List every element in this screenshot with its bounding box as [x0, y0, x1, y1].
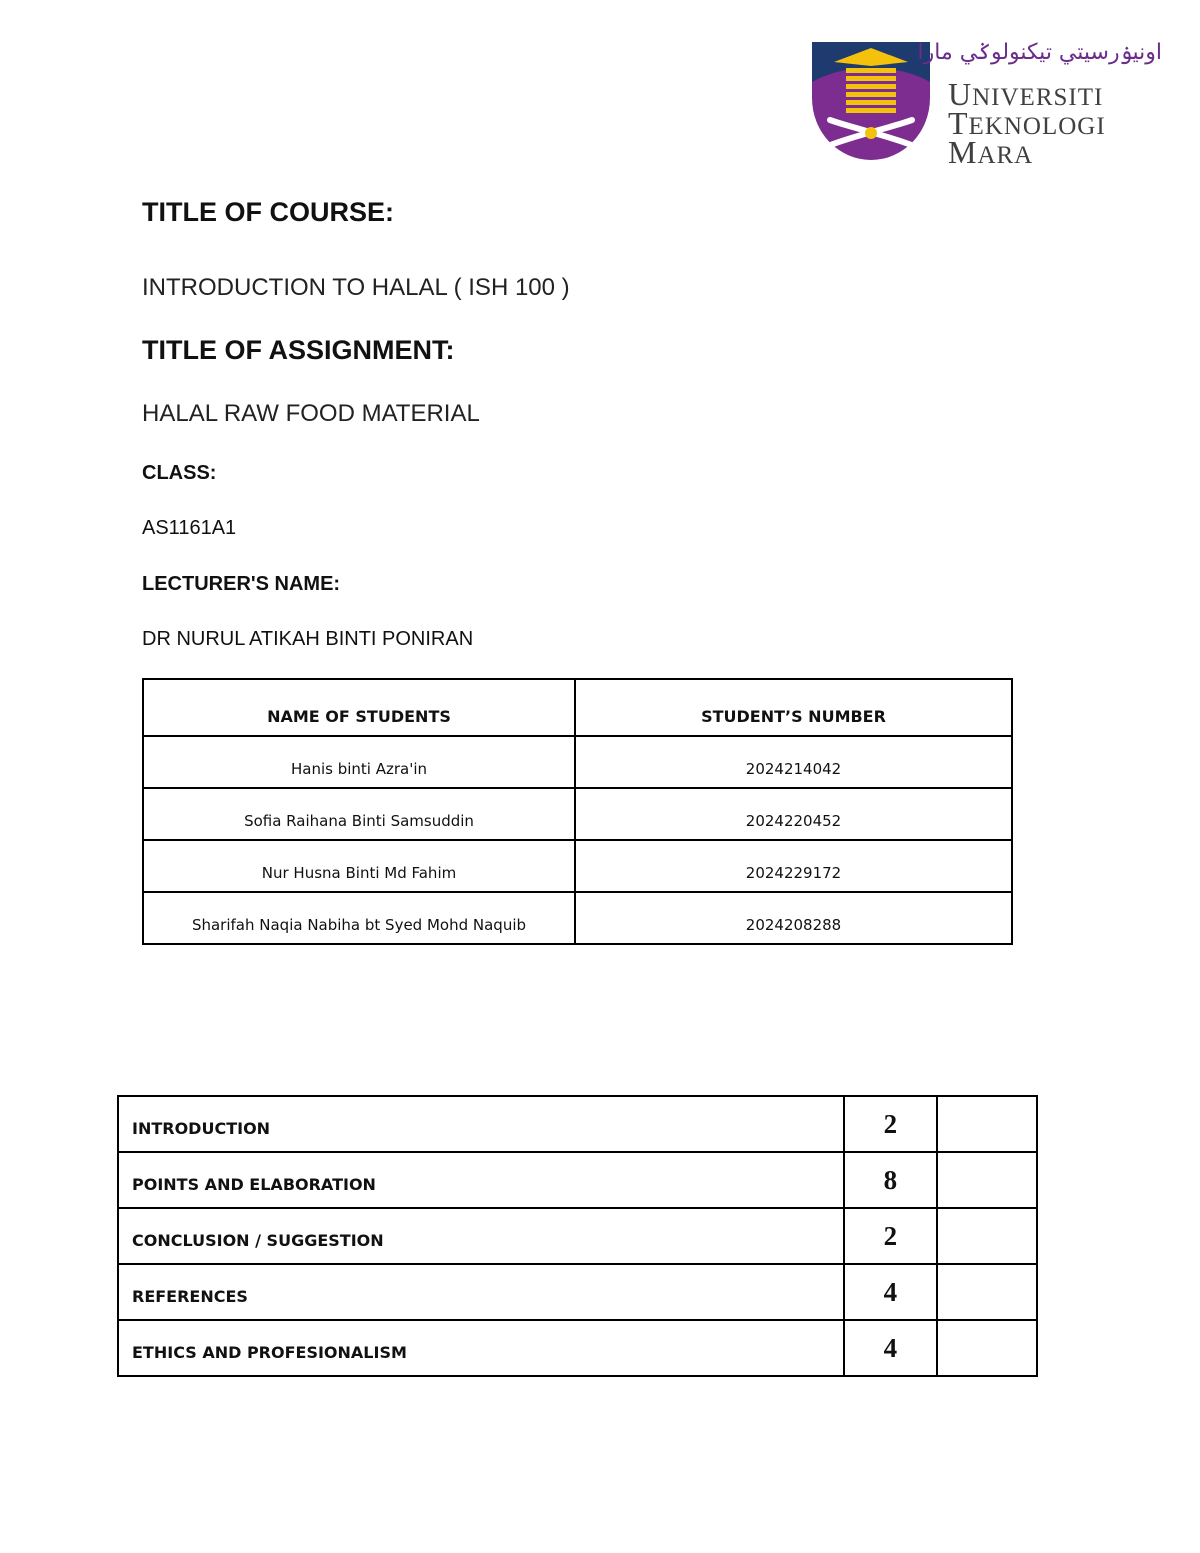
- course-title-heading: TITLE OF COURSE:: [142, 197, 394, 227]
- table-row: [143, 788, 1012, 840]
- table-row: [118, 1152, 1037, 1208]
- lecturer-heading: LECTURER'S NAME:: [142, 573, 341, 595]
- score-cell: [937, 1320, 1037, 1376]
- logo-word-mara: MARA: [948, 134, 1034, 170]
- criterion-label: INTRODUCTION: [118, 1096, 844, 1152]
- table-row: [143, 892, 1012, 944]
- table-row: [143, 840, 1012, 892]
- student-number: 2024220452: [575, 788, 1012, 840]
- criterion-mark: 2: [844, 1208, 937, 1264]
- criterion-label: CONCLUSION / SUGGESTION: [118, 1208, 844, 1264]
- assignment-title-value: HALAL RAW FOOD MATERIAL: [142, 400, 480, 427]
- class-value: AS1161A1: [142, 517, 237, 539]
- score-cell: [937, 1096, 1037, 1152]
- column-header-number: STUDENT’S NUMBER: [575, 679, 1012, 736]
- student-number: 2024229172: [575, 840, 1012, 892]
- student-name: Sofia Raihana Binti Samsuddin: [143, 788, 575, 840]
- university-logo: [812, 40, 1162, 170]
- lecturer-value: DR NURUL ATIKAH BINTI PONIRAN: [142, 628, 474, 650]
- student-name: Hanis binti Azra'in: [143, 736, 575, 788]
- logo-word-universiti: UNIVERSITI: [948, 76, 1104, 112]
- table-row: [143, 736, 1012, 788]
- logo-word-teknologi: TEKNOLOGI: [948, 105, 1106, 141]
- criterion-mark: 4: [844, 1320, 937, 1376]
- course-title-value: INTRODUCTION TO HALAL ( ISH 100 ): [142, 274, 570, 301]
- criterion-mark: 4: [844, 1264, 937, 1320]
- marks-table: [117, 1095, 1038, 1377]
- criterion-label: REFERENCES: [118, 1264, 844, 1320]
- table-row: [118, 1096, 1037, 1152]
- criterion-mark: 2: [844, 1096, 937, 1152]
- students-table: [142, 678, 1013, 945]
- student-number: 2024208288: [575, 892, 1012, 944]
- assignment-title-heading: TITLE OF ASSIGNMENT:: [142, 335, 455, 365]
- column-header-name: NAME OF STUDENTS: [143, 679, 575, 736]
- logo-arabic-text: اونيۏرسيتي تيکنولوݢي مارا: [917, 40, 1162, 65]
- criterion-mark: 8: [844, 1152, 937, 1208]
- table-row: [118, 1264, 1037, 1320]
- table-row: [118, 1320, 1037, 1376]
- score-cell: [937, 1208, 1037, 1264]
- score-cell: [937, 1264, 1037, 1320]
- criterion-label: POINTS AND ELABORATION: [118, 1152, 844, 1208]
- student-number: 2024214042: [575, 736, 1012, 788]
- table-row: [118, 1208, 1037, 1264]
- student-name: Nur Husna Binti Md Fahim: [143, 840, 575, 892]
- score-cell: [937, 1152, 1037, 1208]
- student-name: Sharifah Naqia Nabiha bt Syed Mohd Naquib: [143, 892, 575, 944]
- table-header-row: [143, 679, 1012, 736]
- criterion-label: ETHICS AND PROFESIONALISM: [118, 1320, 844, 1376]
- class-heading: CLASS:: [142, 462, 217, 484]
